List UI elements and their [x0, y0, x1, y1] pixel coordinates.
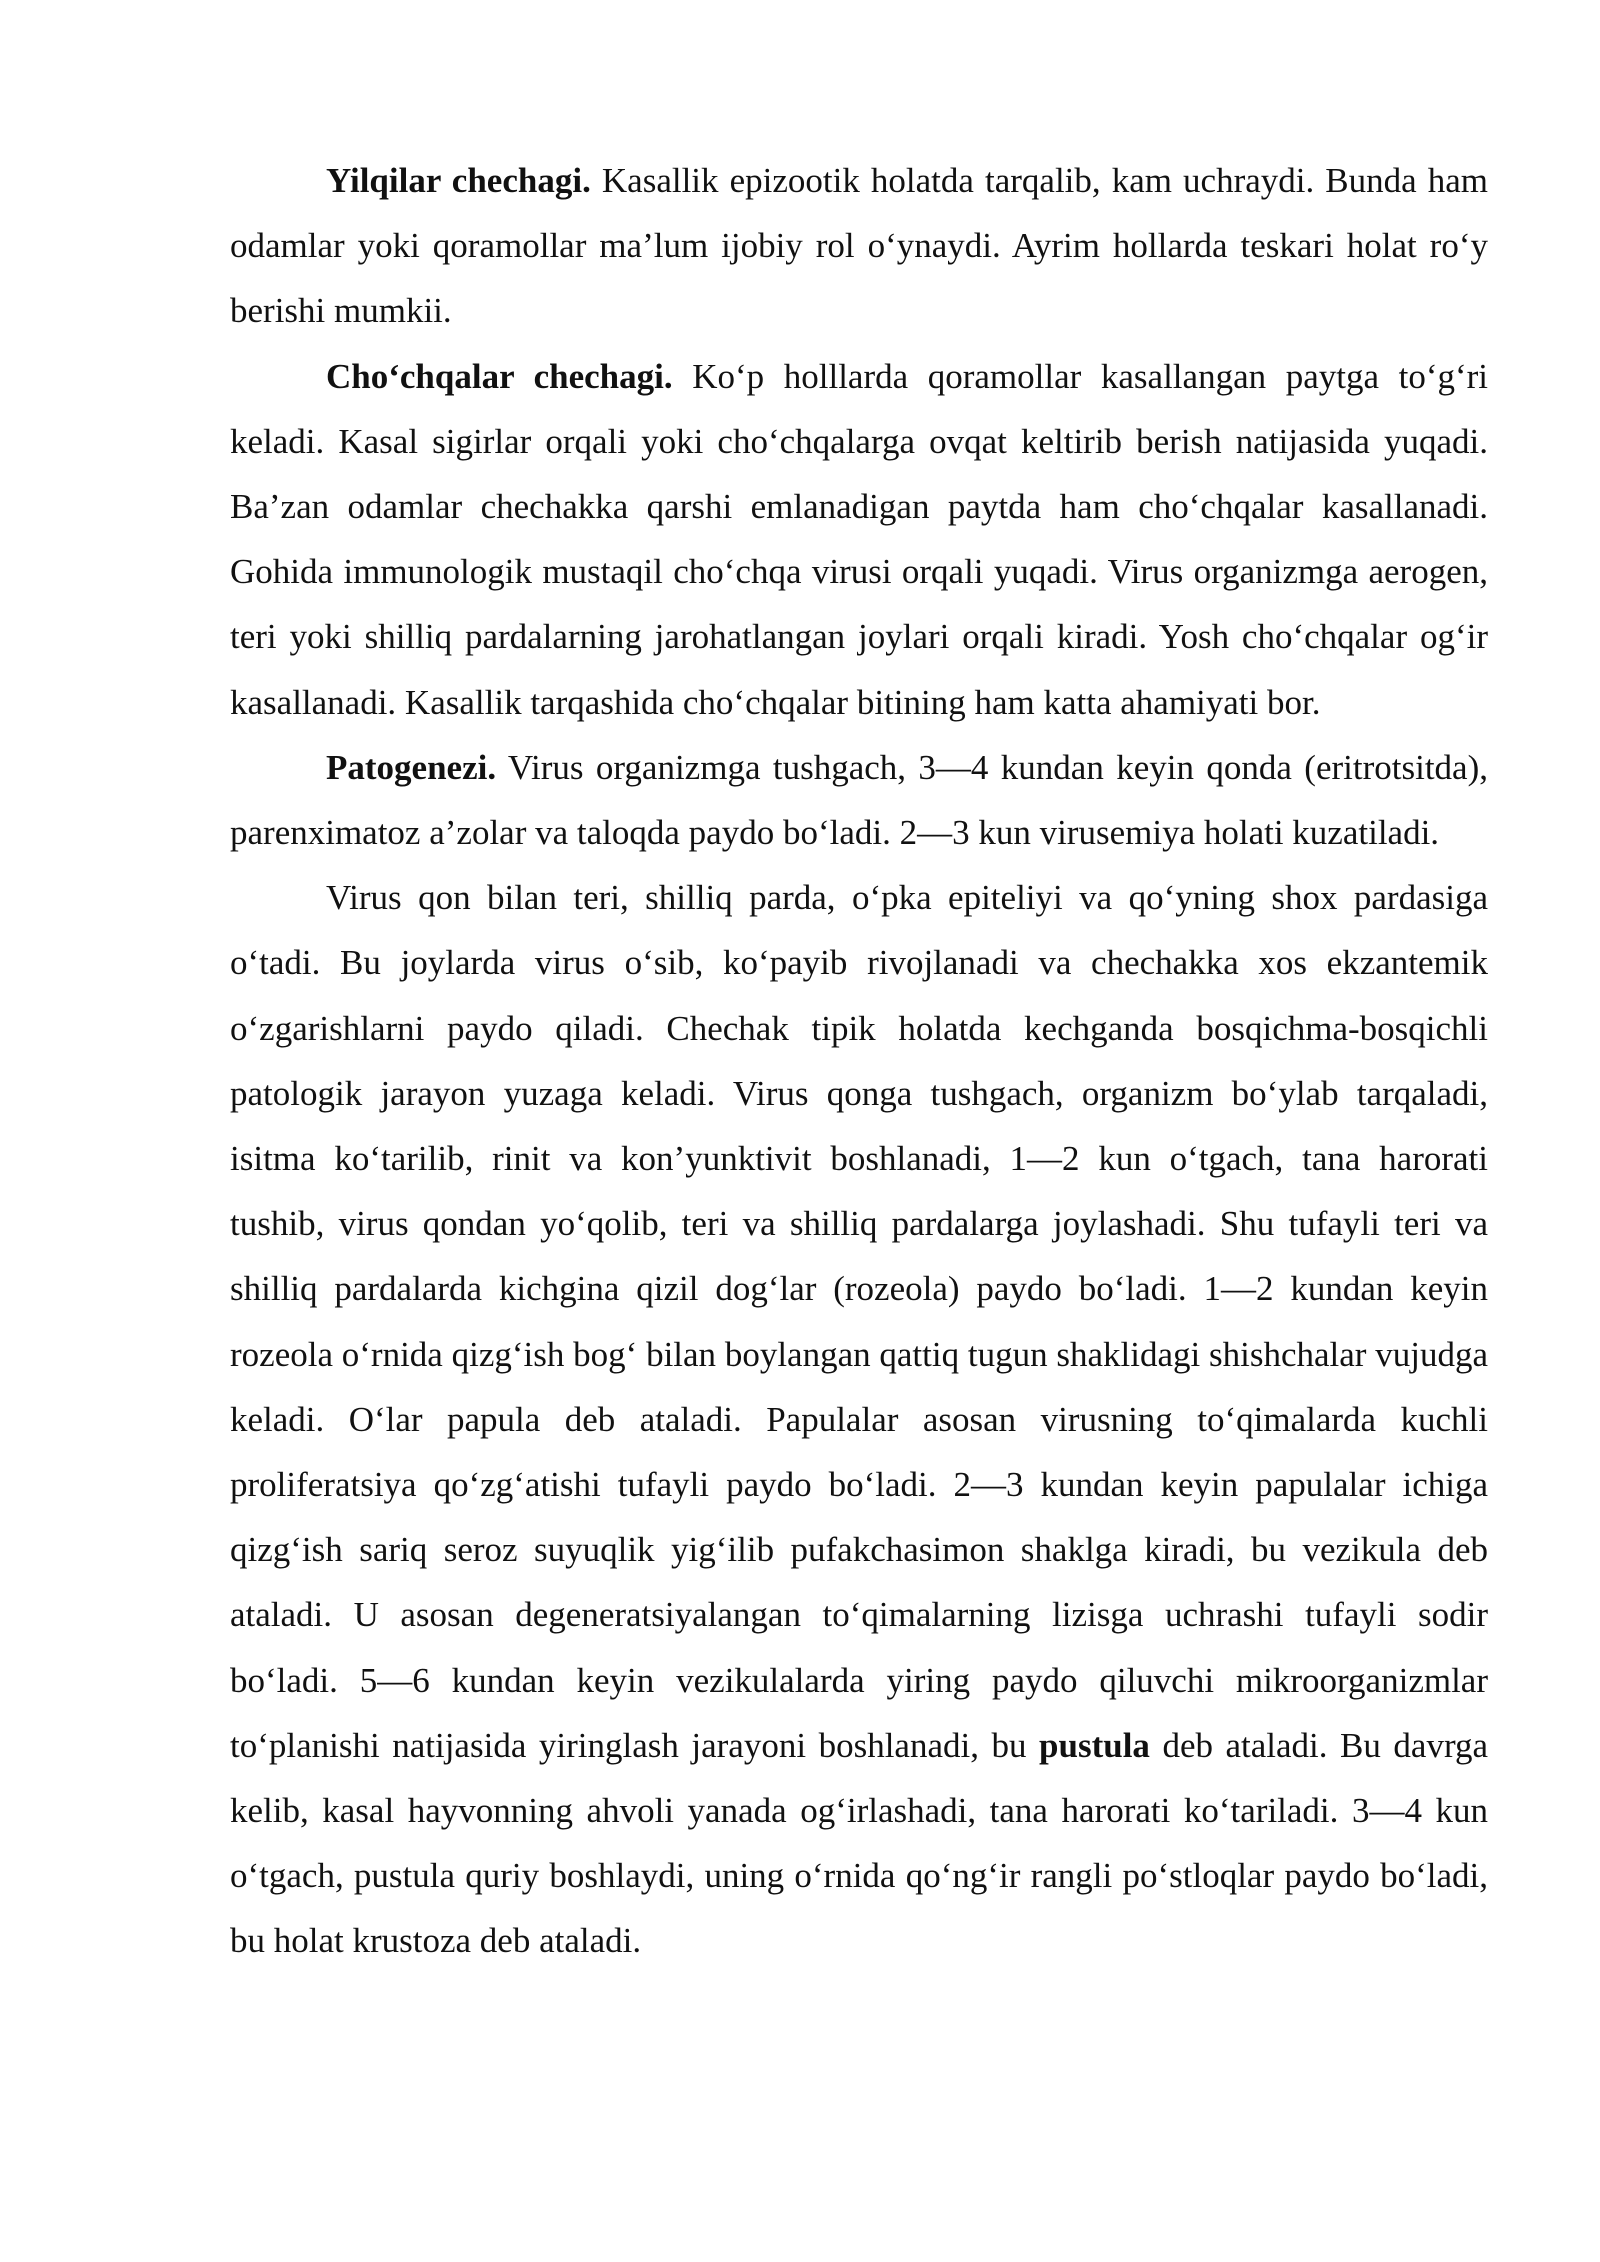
- term-pustula: pustula: [1039, 1725, 1150, 1765]
- paragraph-chochqalar-chechagi: [230, 344, 1488, 735]
- paragraph-lead: Cho‘chqalar chechagi.: [326, 356, 673, 396]
- paragraph-text-before: Virus qon bilan teri, shilliq parda, o‘pka epiteliyi va qo‘yning shox pardasiga o‘tadi. Bu joylarda virus o‘sib, ko‘payib rivojlanadi va chechakka xos ekzantemik o‘zgarishlarni paydo qiladi. Chechak tipik holatda kechganda bosqichma-bosqichli patologik jarayon yuzaga keladi. Virus qonga tushgach, organizm bo‘ylab tarqaladi, isitma ko‘tarilib, rinit va kon’yunktivit boshlanadi, 1—2 kun o‘tgach, tana harorati tushib, virus qondan yo‘qolib, teri va shilliq pardalarga joylashadi. Shu tufayli teri va shilliq pardalarda kichgina qizil dog‘lar (rozeola) paydo bo‘ladi. 1—2 kundan keyin rozeola o‘rnida qizg‘ish bog‘ bilan boylangan qattiq tugun shaklidagi shishchalar vujudga keladi. O‘lar papula deb ataladi. Papulalar asosan virusning to‘qimalarda kuchli proliferatsiya qo‘zg‘atishi tufayli paydo bo‘ladi. 2—3 kundan keyin papulalar ichiga qizg‘ish sariq seroz suyuqlik yig‘ilib pufakchasimon shaklga kiradi, bu vezikula deb ataladi. U asosan degeneratsiyalangan to‘qimalarning lizisga uchrashi tufayli sodir bo‘ladi. 5—6 kundan keyin vezikulalarda yiring paydo qiluvchi mikroorganizmlar to‘planishi natijasida yiringlash jarayoni boshlanadi, bu: [230, 878, 1488, 1765]
- paragraph-text: Virus organizmga tushgach, 3—4 kundan keyin qonda (eritrotsitda), parenximatoz a’zolar va taloqda paydo bo‘ladi. 2—3 kun virusemiya holati kuzatiladi.: [230, 747, 1488, 853]
- document-page: [230, 148, 1488, 1974]
- paragraph-patogenezi: [230, 735, 1488, 865]
- paragraph-lead: Yilqilar chechagi.: [326, 161, 591, 200]
- paragraph-text-after: deb ataladi. Bu davrga kelib, kasal hayvonning ahvoli yanada og‘irlashadi, tana harorati ko‘tariladi. 3—4 kun o‘tgach, pustula quriy boshlaydi, uning o‘rnida qo‘ng‘ir rangli po‘stloqlar paydo bo‘ladi, bu holat krustoza deb ataladi.: [230, 1725, 1489, 1961]
- paragraph-lead: Patogenezi.: [326, 747, 497, 787]
- paragraph-virus-qon: [230, 865, 1488, 1973]
- paragraph-text: Kasallik epizootik holatda tarqalib, kam uchraydi. Bunda ham odamlar yoki qoramollar ma’lum ijobiy rol o‘ynaydi. Ayrim hollarda teskari holat ro‘y berishi mumkii.: [230, 161, 1489, 331]
- paragraph-text: Ko‘p holllarda qoramollar kasallangan paytga to‘g‘ri keladi. Kasal sigirlar orqali yoki cho‘chqalarga ovqat keltirib berish natijasida yuqadi. Ba’zan odamlar chechakka qarshi emlanadigan paytda ham cho‘chqalar kasallanadi. Gohida immunologik mustaqil cho‘chqa virusi orqali yuqadi. Virus organizmga aerogen, teri yoki shilliq pardalarning jarohatlangan joylari orqali kiradi. Yosh cho‘chqalar og‘ir kasallanadi. Kasallik tarqashida cho‘chqalar bitining ham katta ahamiyati bor.: [230, 356, 1489, 722]
- paragraph-yilqilar-chechagi: [230, 148, 1488, 344]
